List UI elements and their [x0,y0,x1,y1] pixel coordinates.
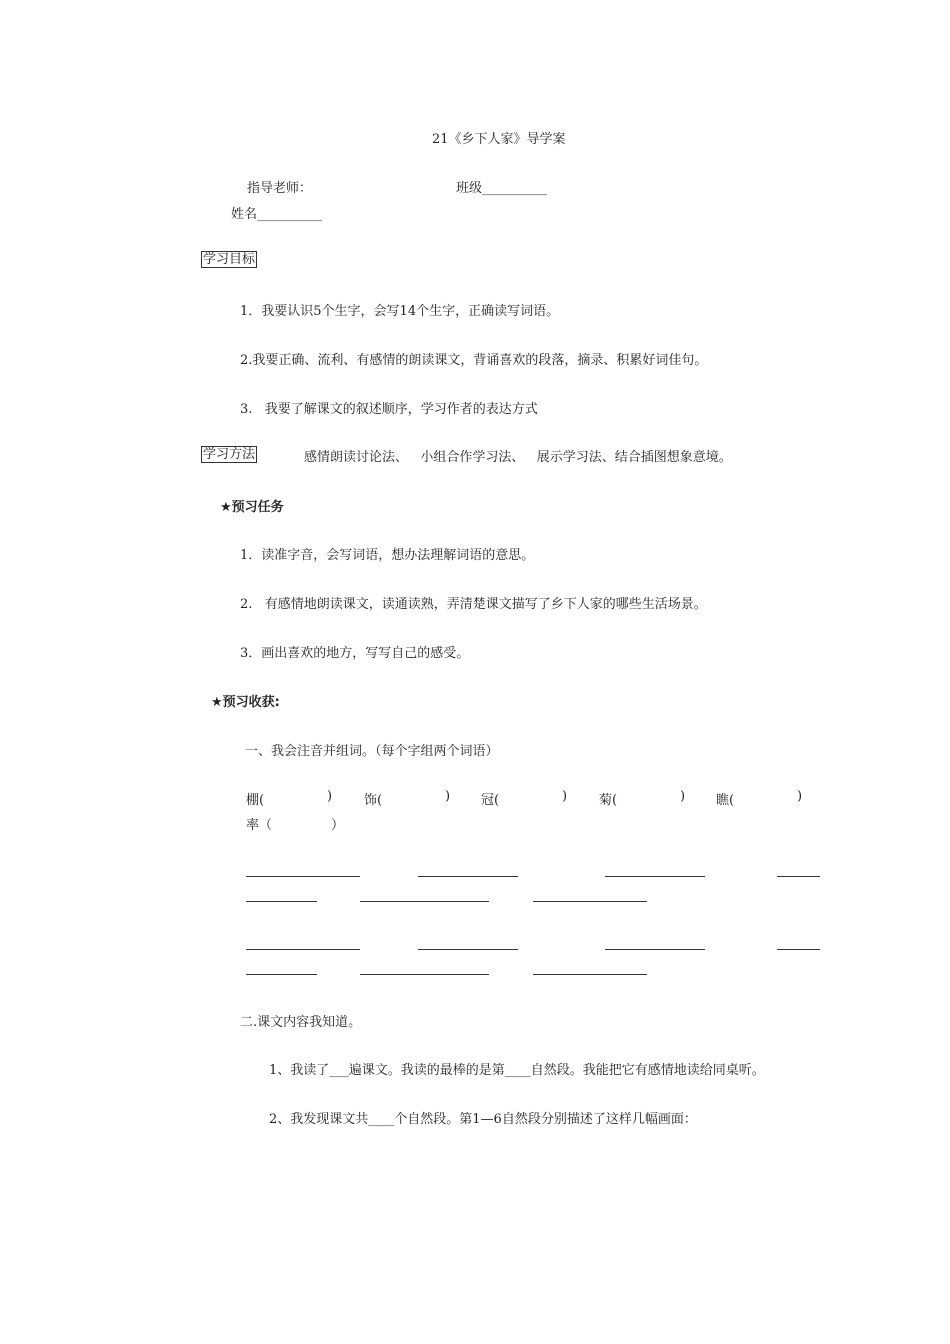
char-close-6: ） [331,818,345,833]
word-blank-line[interactable] [533,974,647,975]
char-entry-1[interactable]: 棚( [246,793,265,808]
word-blank-line[interactable] [246,949,360,950]
word-blank-line[interactable] [533,901,647,902]
char-close-2: ) [445,789,451,804]
word-blank-line[interactable] [246,974,317,975]
preview-gains-heading: ★预习收获: [211,695,280,710]
goal-item-2: 2.我要正确、流利、有感情的朗读课文，背诵喜欢的段落，摘录、积累好词佳句。 [240,353,708,368]
char-close-5: ) [797,789,803,804]
methods-heading: 学习方法 [203,447,256,462]
task-item-3: 3．画出喜欢的地方，写写自己的感受。 [240,646,470,661]
word-blank-line[interactable] [777,876,820,877]
word-blank-line[interactable] [418,949,518,950]
paragraph-total-blank[interactable]: ____ [368,1112,395,1127]
goal-item-1: 1．我要认识5个生字，会写14个生字，正确读写词语。 [240,304,560,319]
word-blank-line[interactable] [605,949,705,950]
goal-item-3: 3. 我要了解课文的叙述顺序，学习作者的表达方式 [240,402,538,417]
char-close-1: ) [327,789,333,804]
word-blank-line[interactable] [777,949,820,950]
part1-instruction: 一、我会注音并组词。（每个字组两个词语） [245,744,499,759]
word-blank-line[interactable] [246,901,317,902]
word-blank-line[interactable] [605,876,705,877]
word-blank-line[interactable] [360,974,489,975]
teacher-label: 指导老师： [247,181,313,196]
name-field[interactable] [231,203,322,222]
char-close-4: ) [680,789,686,804]
task-item-2: 2. 有感情地朗读课文，读通读熟，弄清楚课文描写了乡下人家的哪些生活场景。 [240,597,707,612]
page-title: 21《乡下人家》导学案 [432,132,566,147]
char-entry-2[interactable]: 饰( [364,793,383,808]
paragraph-number-blank[interactable]: ____ [504,1063,531,1078]
word-blank-line[interactable] [418,876,518,877]
name-blank: __________ [257,207,323,222]
part2-heading: 二.课文内容我知道。 [240,1015,362,1030]
char-entry-5[interactable]: 瞧( [716,793,735,808]
content-question-1: 1、我读了___遍课文。我读的最棒的是第____自然段。我能把它有感情地读给同桌听。 [269,1063,765,1078]
reading-count-blank[interactable]: ___ [329,1063,349,1078]
name-label: 姓名 [231,207,258,222]
class-blank: __________ [482,181,548,196]
content-question-2: 2、我发现课文共____个自然段。第1—6自然段分别描述了这样几幅画面： [269,1112,697,1127]
methods-text: 感情朗读讨论法、 小组合作学习法、 展示学习法、结合插图想象意境。 [304,450,732,465]
preview-tasks-heading: ★预习任务 [220,500,284,515]
char-entry-6[interactable]: 率（ [246,818,273,833]
word-blank-line[interactable] [246,876,360,877]
task-item-1: 1．读准字音，会写词语，想办法理解词语的意思。 [240,548,535,563]
goals-heading: 学习目标 [203,252,256,267]
word-blank-line[interactable] [360,901,489,902]
char-entry-4[interactable]: 菊( [599,793,618,808]
class-field[interactable] [456,177,547,196]
char-entry-3[interactable]: 冠( [481,793,500,808]
class-label: 班级 [456,181,483,196]
char-close-3: ) [562,789,568,804]
